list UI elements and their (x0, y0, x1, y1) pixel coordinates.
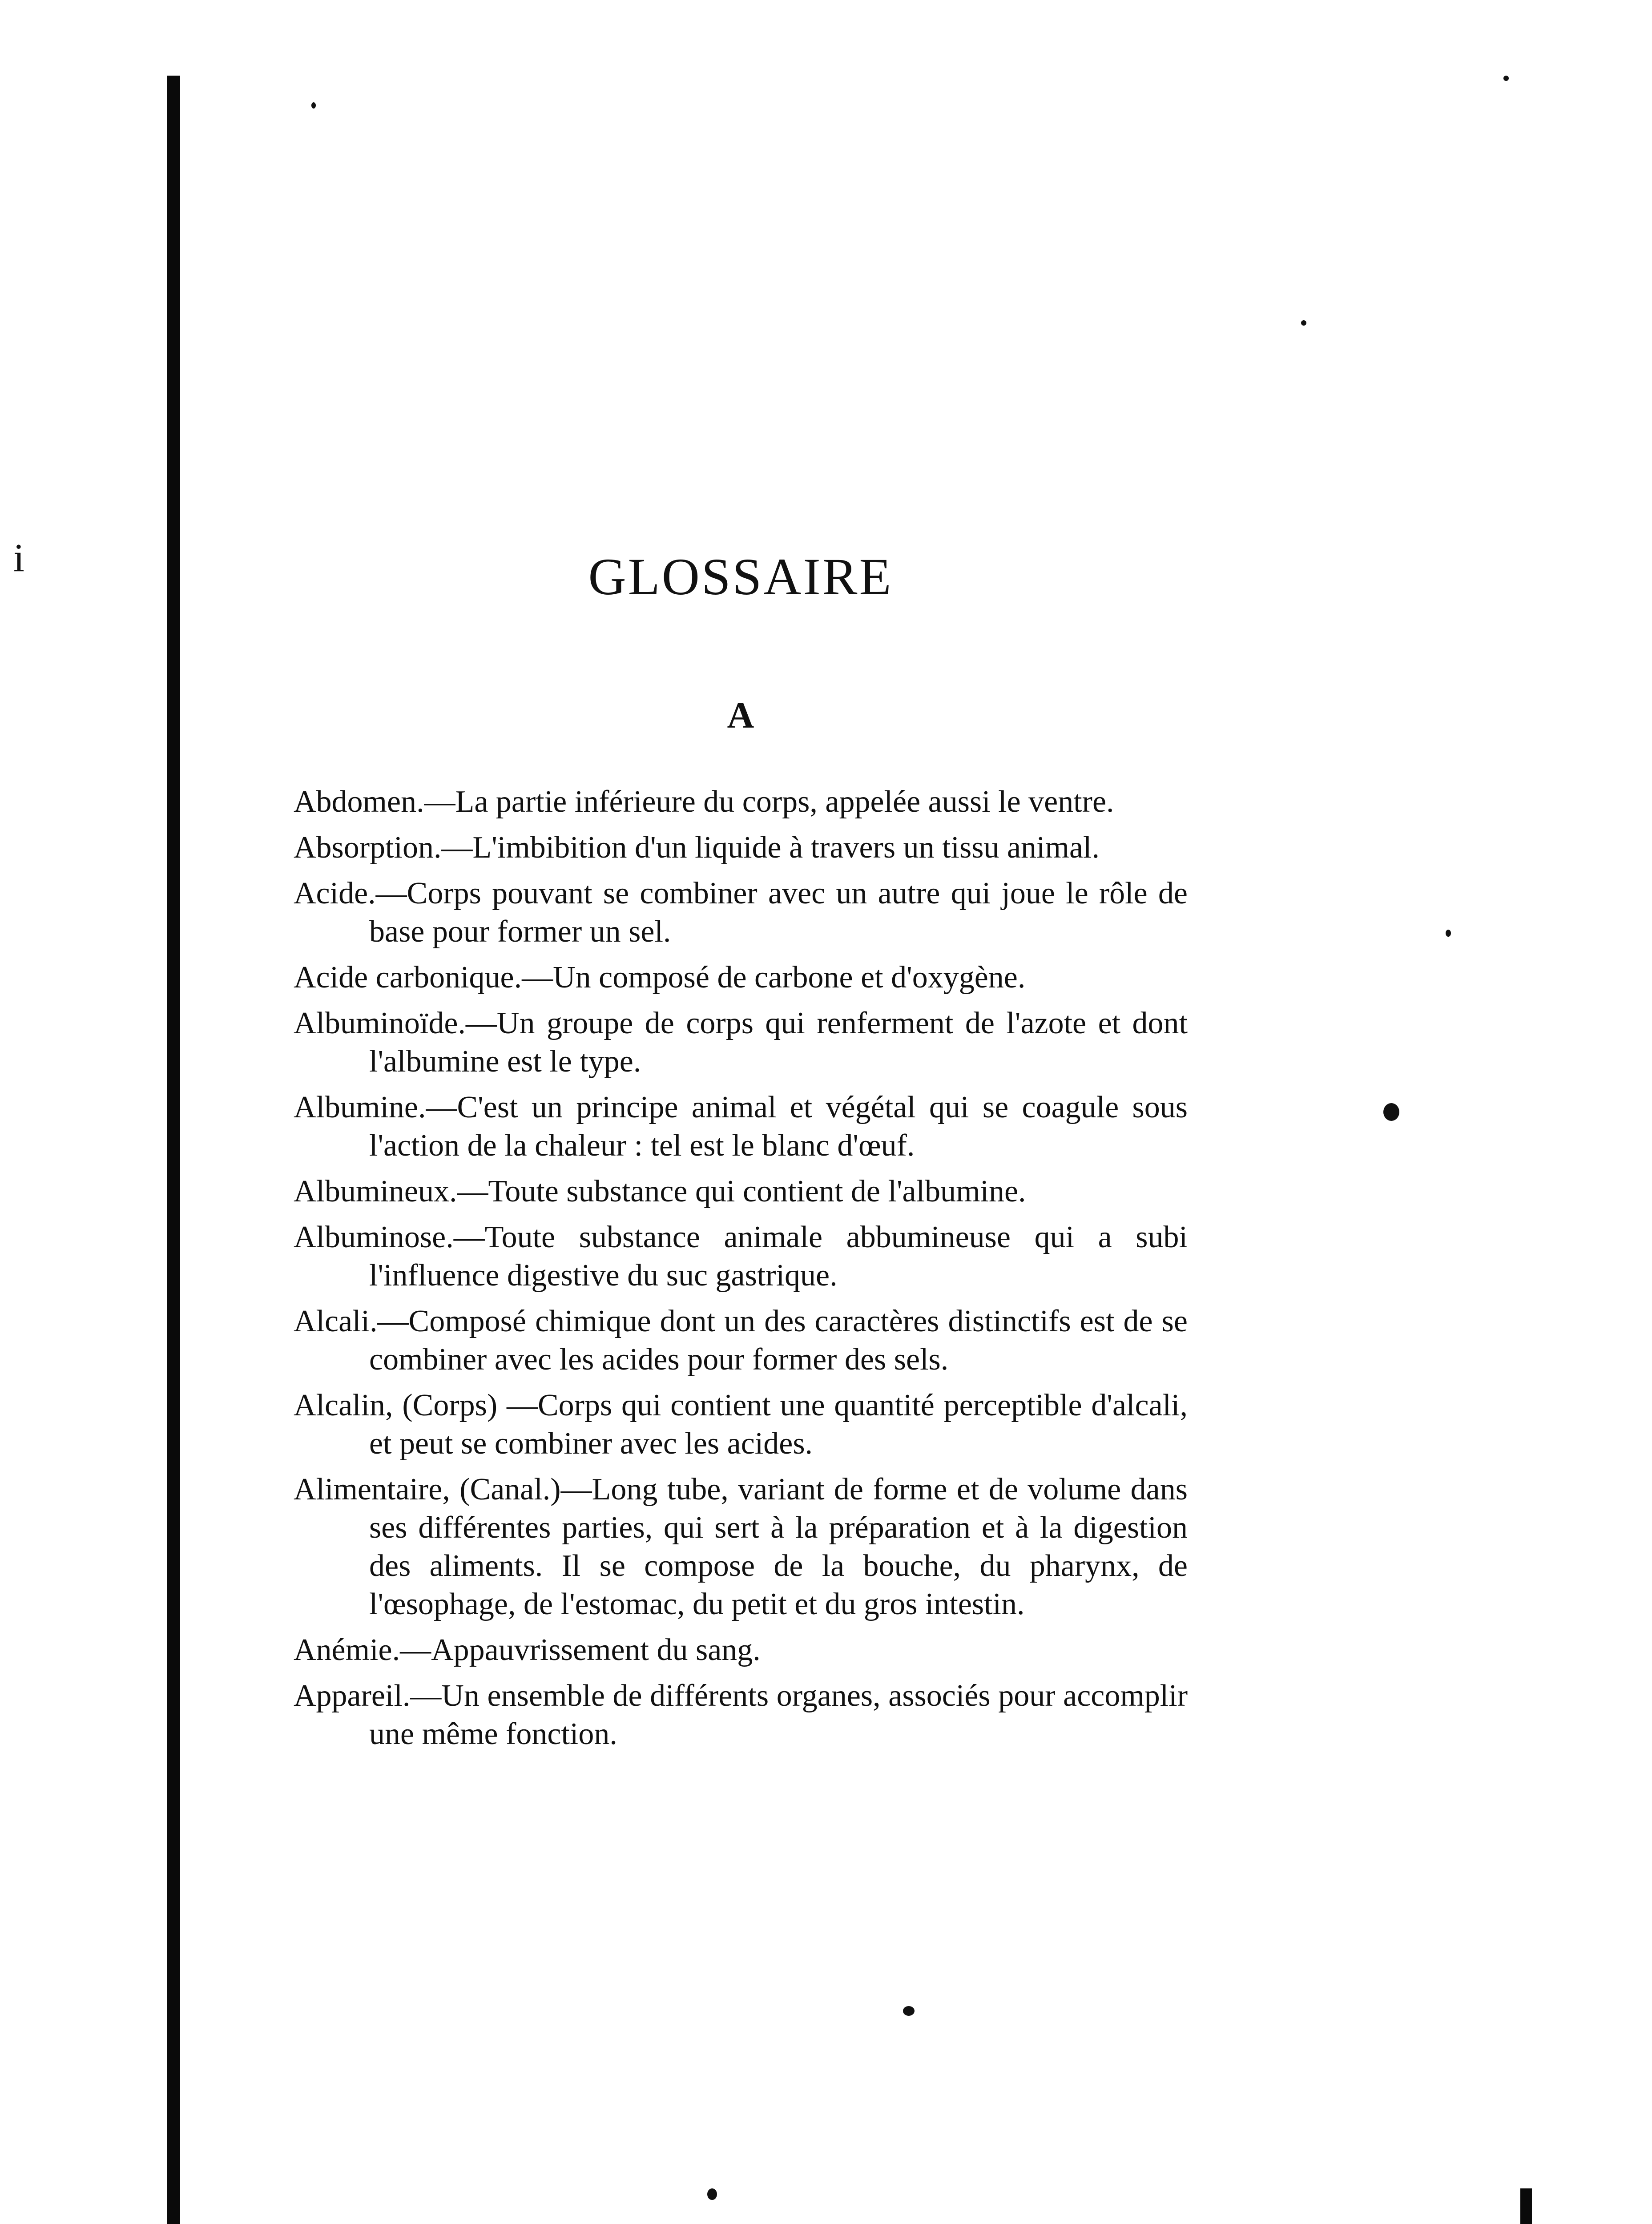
page-title: GLOSSAIRE (588, 548, 893, 606)
glossary-entry (294, 959, 1188, 997)
glossary-entry (294, 1631, 1188, 1669)
glossary-definition: —Toute substance animale abbumineuse qui a subi l'influence digestive du suc gastrique. (369, 1220, 1188, 1293)
scan-speck (1446, 930, 1451, 937)
glossary-entry (294, 1677, 1188, 1753)
glossary-term: Albumineux. (294, 1174, 457, 1209)
glossary-definition: —La partie inférieure du corps, appelée aussi le ventre. (424, 785, 1114, 819)
glossary-term: Anémie. (294, 1633, 400, 1667)
glossary-term: Albuminoïde. (294, 1006, 466, 1040)
glossary-list (294, 783, 1188, 1761)
glossary-term: Albumine. (294, 1090, 426, 1124)
glossary-entry (294, 1088, 1188, 1165)
glossary-term: Alimentaire, (Canal.) (294, 1472, 561, 1507)
glossary-definition: —C'est un principe animal et végétal qui se coagule sous l'action de la chaleur : tel est le blanc d'œuf. (369, 1090, 1188, 1163)
glossary-entry (294, 1004, 1188, 1081)
glossary-definition: —Appauvrissement du sang. (400, 1633, 761, 1667)
glossary-definition: —L'imbibition d'un liquide à travers un tissu animal. (441, 830, 1100, 865)
scan-speck (1383, 1103, 1399, 1121)
glossary-term: Appareil. (294, 1679, 411, 1713)
glossary-entry (294, 1471, 1188, 1624)
glossary-definition: —Composé chimique dont un des caractères distinctifs est de se combiner avec les acides pour former des sels. (369, 1304, 1188, 1377)
glossary-definition: —Corps qui contient une quantité perceptible d'alcali, et peut se combiner avec les acides. (369, 1388, 1188, 1461)
glossary-definition: —Corps pouvant se combiner avec un autre qui joue le rôle de base pour former un sel. (369, 876, 1188, 949)
glossary-definition: —Un groupe de corps qui renferment de l'azote et dont l'albumine est le type. (369, 1006, 1188, 1079)
margin-mark: i (13, 536, 25, 580)
glossary-entry (294, 874, 1188, 951)
scan-speck (707, 2188, 717, 2200)
glossary-definition: —Long tube, variant de forme et de volume dans ses différentes parties, qui sert à la préparation et à la digestion des aliments. Il se compose de la bouche, du pharynx, de l'œsophage, de l'estomac, du petit et du gros intestin. (369, 1472, 1188, 1621)
scan-speck (1503, 76, 1509, 81)
glossary-term: Abdomen. (294, 785, 424, 819)
scan-speck (1301, 320, 1306, 326)
glossary-definition: —Un ensemble de différents organes, associés pour accomplir une même fonction. (369, 1679, 1188, 1751)
glossary-definition: —Toute substance qui contient de l'albumine. (457, 1174, 1026, 1209)
glossary-entry (294, 1302, 1188, 1379)
glossary-entry (294, 1172, 1188, 1211)
section-letter: A (727, 695, 754, 736)
scan-speck (311, 102, 316, 109)
page-edge-shadow (1520, 2188, 1532, 2224)
binding-shadow (167, 76, 180, 2224)
glossary-entry (294, 1218, 1188, 1295)
glossary-term: Alcalin, (Corps) (294, 1388, 498, 1422)
glossary-term: Acide. (294, 876, 376, 911)
glossary-term: Absorption. (294, 830, 442, 865)
glossary-term: Alcali. (294, 1304, 378, 1338)
glossary-entry (294, 829, 1188, 867)
glossary-term: Albuminose. (294, 1220, 454, 1254)
scan-speck (903, 2006, 915, 2016)
glossary-definition: —Un composé de carbone et d'oxygène. (522, 960, 1026, 995)
glossary-entry (294, 1386, 1188, 1463)
glossary-entry (294, 783, 1188, 821)
glossary-term: Acide carbonique. (294, 960, 522, 995)
